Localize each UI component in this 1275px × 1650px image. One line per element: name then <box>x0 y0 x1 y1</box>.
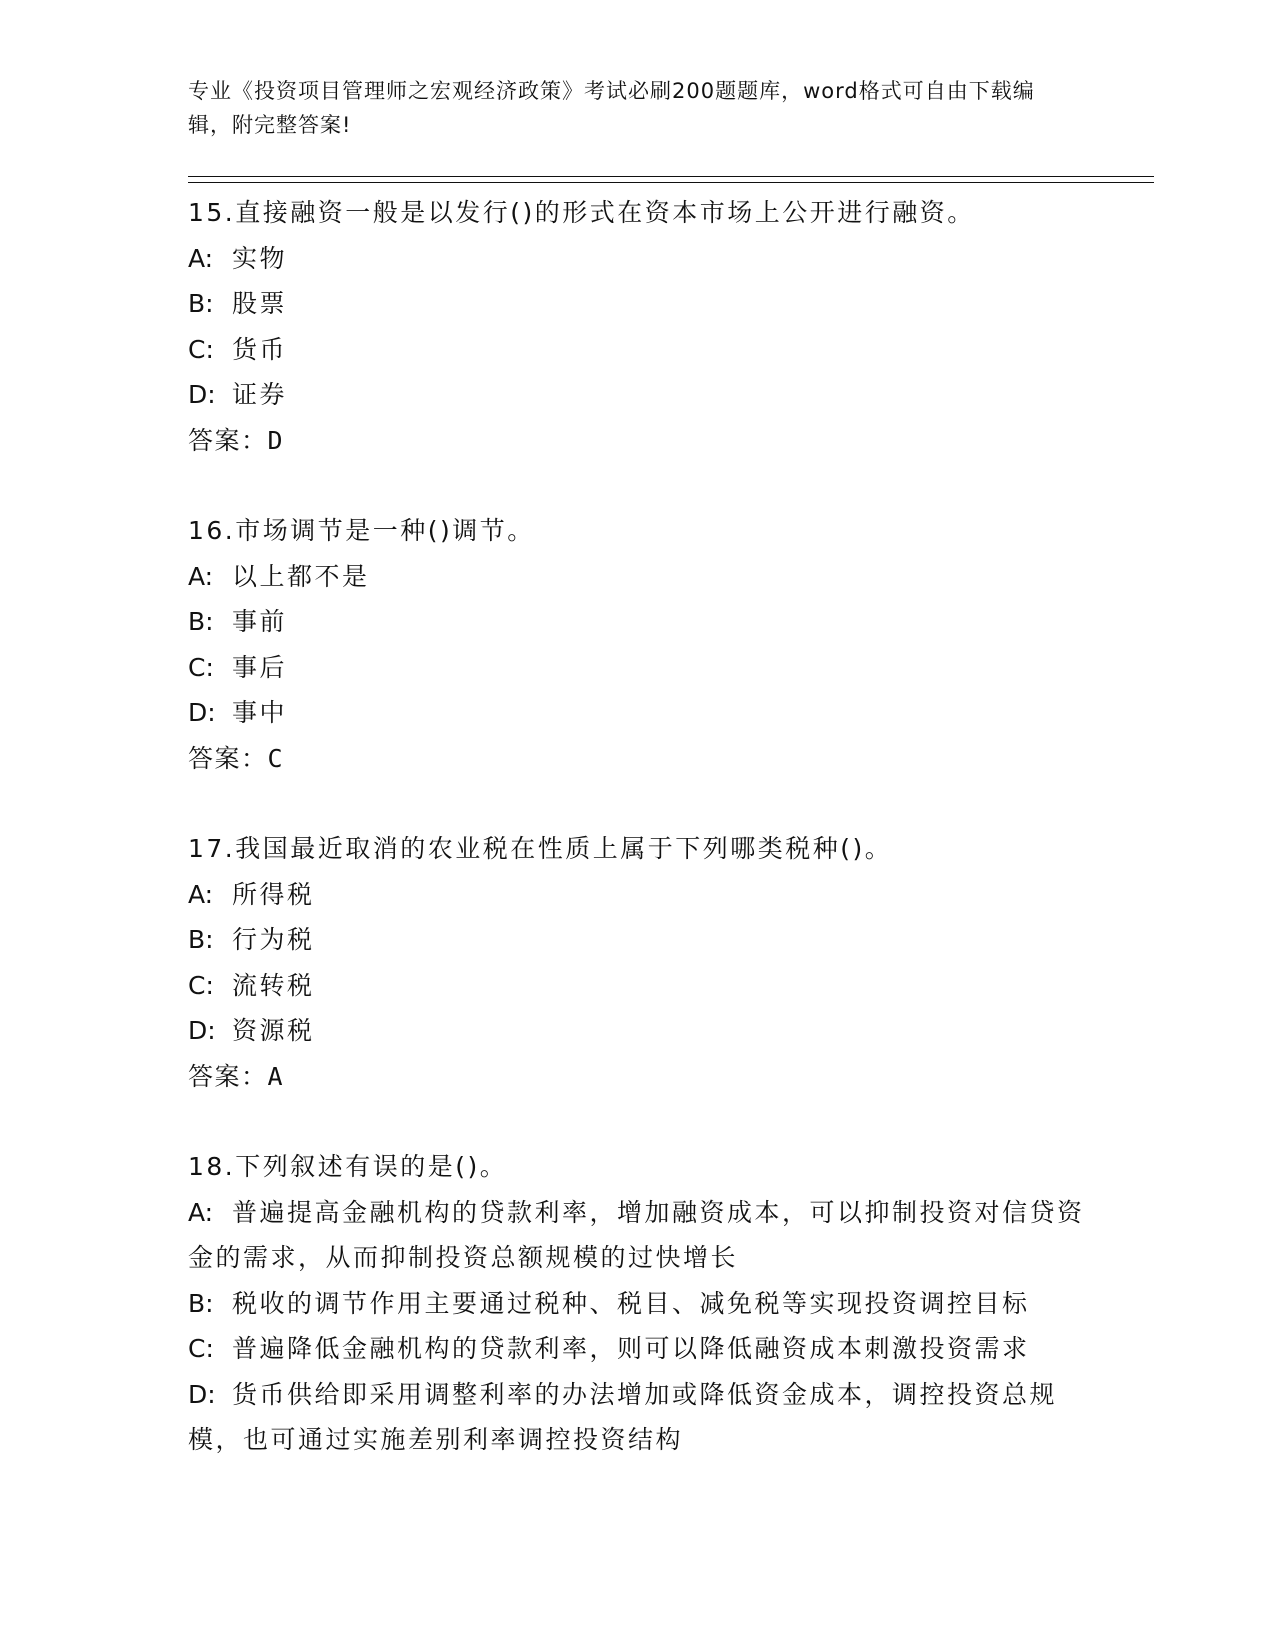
option-label: A: <box>188 1197 214 1227</box>
option-label: B: <box>188 925 214 954</box>
answer-line <box>188 736 1088 782</box>
option-text: 实物 <box>232 243 288 273</box>
header-divider-top <box>188 176 1154 177</box>
option-label: D: <box>188 1016 216 1045</box>
option-label: C: <box>188 652 214 682</box>
answer-value: C <box>267 743 285 773</box>
answer-label: 答案： <box>188 425 268 455</box>
option-text: 货币 <box>232 334 288 364</box>
header-divider-bottom <box>188 182 1154 183</box>
option-label: B: <box>188 289 214 318</box>
question-stem: 15.直接融资一般是以发行()的形式在资本市场上公开进行融资。 <box>188 198 975 227</box>
option-label: B: <box>188 607 214 636</box>
option-a <box>188 872 1088 918</box>
question-16 <box>188 508 1088 781</box>
option-text: 事中 <box>232 698 288 727</box>
option-text: 税收的调节作用主要通过税种、税目、减免税等实现投资调控目标 <box>232 1288 1030 1318</box>
option-text: 证券 <box>232 380 288 409</box>
option-text: 行为税 <box>232 925 315 954</box>
option-c <box>188 327 1088 373</box>
option-text: 普遍提高金融机构的贷款利率，增加融资成本，可以抑制投资对信贷资金的需求，从而抑制投资总额规模的过快增长 <box>188 1197 1085 1272</box>
answer-label: 答案： <box>188 1061 268 1091</box>
option-d <box>188 1372 1088 1463</box>
option-b <box>188 1281 1088 1327</box>
option-text: 事前 <box>232 607 288 636</box>
option-b <box>188 917 1088 963</box>
option-label: D: <box>188 380 216 409</box>
answer-line <box>188 418 1088 464</box>
option-d <box>188 1008 1088 1054</box>
option-label: C: <box>188 970 214 1000</box>
option-c <box>188 963 1088 1009</box>
option-label: D: <box>188 698 216 727</box>
option-text: 以上都不是 <box>232 561 370 591</box>
question-17 <box>188 826 1088 1099</box>
option-label: B: <box>188 1288 214 1318</box>
document-header: 专业《投资项目管理师之宏观经济政策》考试必刷200题题库，word格式可自由下载编辑，附完整答案! <box>188 79 1035 137</box>
option-b <box>188 281 1088 327</box>
answer-value: A <box>267 1061 285 1091</box>
option-label: D: <box>188 1379 216 1409</box>
question-stem: 17.我国最近取消的农业税在性质上属于下列哪类税种()。 <box>188 834 893 863</box>
option-a <box>188 554 1088 600</box>
option-text: 股票 <box>232 289 288 318</box>
question-15 <box>188 190 1088 463</box>
option-label: A: <box>188 561 214 591</box>
option-text: 流转税 <box>232 970 315 1000</box>
answer-value: D <box>267 425 285 455</box>
answer-label: 答案： <box>188 743 268 773</box>
question-stem: 16.市场调节是一种()调节。 <box>188 516 535 545</box>
option-d <box>188 690 1088 736</box>
question-18 <box>188 1144 1088 1463</box>
option-text: 货币供给即采用调整利率的办法增加或降低资金成本，调控投资总规模，也可通过实施差别利率调控投资结构 <box>188 1379 1058 1454</box>
option-label: A: <box>188 879 214 909</box>
option-text: 所得税 <box>232 879 315 909</box>
option-label: A: <box>188 243 214 273</box>
question-stem: 18.下列叙述有误的是()。 <box>188 1152 508 1181</box>
option-d <box>188 372 1088 418</box>
option-b <box>188 599 1088 645</box>
option-text: 普遍降低金融机构的贷款利率，则可以降低融资成本刺激投资需求 <box>232 1334 1030 1363</box>
option-c <box>188 1326 1088 1372</box>
option-label: C: <box>188 334 214 364</box>
option-label: C: <box>188 1334 214 1363</box>
option-text: 资源税 <box>232 1016 315 1045</box>
question-list <box>188 190 1088 1463</box>
option-text: 事后 <box>232 652 288 682</box>
option-a <box>188 1190 1088 1281</box>
option-a <box>188 236 1088 282</box>
option-c <box>188 645 1088 691</box>
answer-line <box>188 1054 1088 1100</box>
